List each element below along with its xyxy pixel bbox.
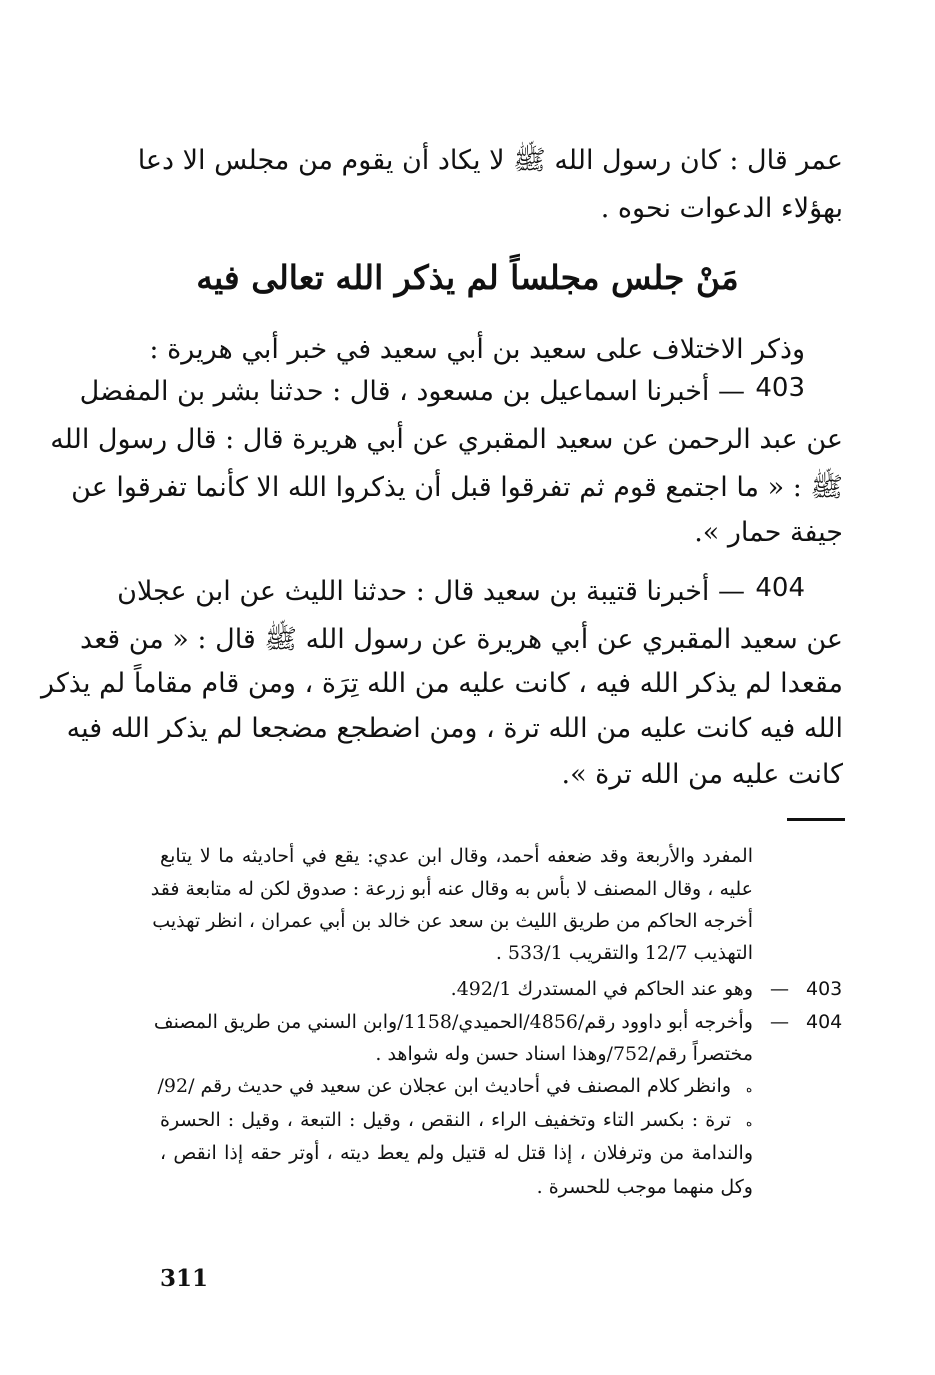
hadith-403-line-2: عن عبد الرحمن عن سعيد المقبري عن أبي هريرة قال : قال رسول الله — [50, 424, 843, 455]
page-number: 311 — [160, 1265, 209, 1292]
intro-line-2: بهؤلاء الدعوات نحوه . — [600, 193, 843, 224]
footnote-404-dash: — — [770, 1011, 789, 1033]
hadith-403-line-1: — أخبرنا اسماعيل بن مسعود ، قال : حدثنا بشر بن المفضل — [79, 376, 745, 407]
hadith-403-line-4: جيفة حمار ». — [694, 517, 843, 548]
hadith-404-number: 404 — [755, 573, 805, 603]
note-1-text: وانظر كلام المصنف في أحاديث ابن عجلان عن سعيد في حديث رقم /92/ — [157, 1075, 731, 1097]
note-2-line-3: وكل منهما موجب للحسرة . — [536, 1176, 753, 1198]
footnote-404-number: 404 — [806, 1011, 843, 1033]
hadith-404-line-1: — أخبرنا قتيبة بن سعيد قال : حدثنا الليث عن ابن عجلان — [117, 576, 745, 607]
footnote-403-dash: — — [770, 978, 789, 1000]
footnote-403-text: وهو عند الحاكم في المستدرك 492/1. — [450, 978, 753, 1000]
note-2-line-1: ترة : بكسر التاء وتخفيف الراء ، النقص ، وقيل : التبعة ، وقيل : الحسرة — [160, 1109, 731, 1131]
footnote-cont-line-1: المفرد والأربعة وقد ضعفه أحمد، وقال ابن عدي: يقع في أحاديثه ما لا يتابع — [160, 845, 753, 867]
hadith-404-line-2: عن سعيد المقبري عن أبي هريرة عن رسول الله ﷺ قال : « من قعد — [80, 624, 843, 655]
footnote-404-line-1: وأخرجه أبو داوود رقم/4856/الحميدي/1158/وابن السني من طريق المصنف — [153, 1011, 753, 1033]
intro-line-1: عمر قال : كان رسول الله ﷺ لا يكاد أن يقوم من مجلس الا دعا — [137, 145, 843, 176]
footnote-cont-line-2: عليه ، وقال المصنف لا بأس به وقال عنه أبو زرعة : صدوق لكن له متابعة فقد — [150, 878, 753, 900]
footnote-404-line-2: مختصراً رقم/752/وهذا اسناد حسن وله شواهد . — [375, 1043, 753, 1065]
note-1-bullet: ه — [746, 1081, 753, 1095]
footnote-cont-line-3: أخرجه الحاكم من طريق الليث بن سعد عن خالد بن أبي عمران ، انظر تهذيب — [152, 910, 753, 932]
chapter-heading: مَنْ جلس مجلساً لم يذكر الله تعالى فيه — [196, 258, 739, 297]
ikhtilaf-line: وذكر الاختلاف على سعيد بن أبي سعيد في خبر أبي هريرة : — [149, 334, 805, 365]
hadith-403-line-3: ﷺ : « ما اجتمع قوم ثم تفرقوا قبل أن يذكروا الله الا كأنما تفرقوا عن — [71, 472, 843, 503]
hadith-403-number: 403 — [755, 373, 805, 403]
footnote-separator — [787, 818, 845, 821]
footnote-403-number: 403 — [806, 978, 843, 1000]
footnote-cont-line-4: التهذيب 12/7 والتقريب 533/1 . — [495, 942, 753, 964]
note-2-bullet: ه — [746, 1115, 753, 1129]
note-2-line-2: والندامة من وترفلان ، إذا قتل له قتيل ولم يعط ديته ، أوتر حقه إذا انقص ، — [160, 1142, 753, 1164]
hadith-404-line-3: مقعدا لم يذكر الله فيه ، كانت عليه من الله تِرَة ، ومن قام مقاماً لم يذكر — [41, 668, 843, 699]
hadith-404-line-5: كانت عليه من الله ترة ». — [561, 759, 843, 790]
hadith-404-line-4: الله فيه كانت عليه من الله ترة ، ومن اضطجع مضجعا لم يذكر الله فيه — [66, 713, 843, 744]
